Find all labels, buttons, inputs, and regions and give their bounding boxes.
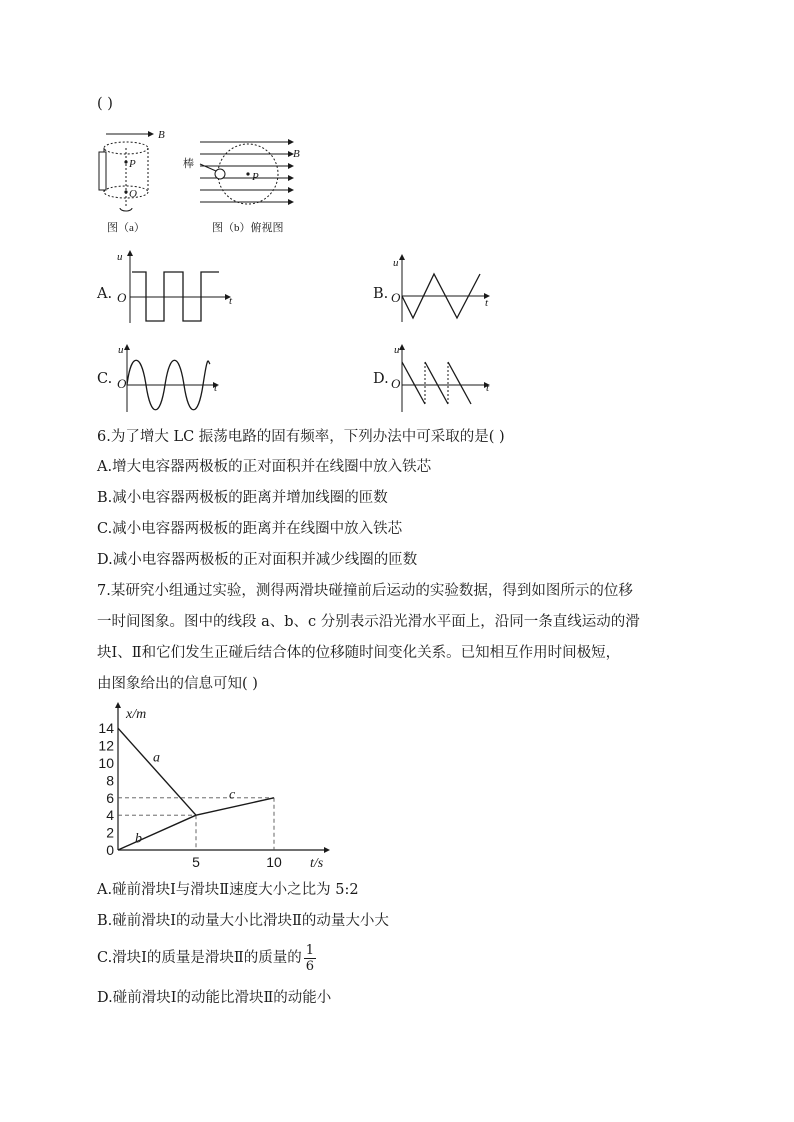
option-c-O-label: O [117, 376, 127, 391]
fraction-denominator: 6 [305, 958, 315, 974]
q5-answer-paren: ( ) [97, 96, 113, 112]
q7-stem-line-3: 块Ⅰ、Ⅱ和它们发生正碰后结合体的位移随时间变化关系。已知相互作用时间极短， [97, 645, 621, 661]
option-c-t-label: t [214, 382, 218, 394]
option-b-triangle-wave [390, 254, 500, 324]
fig-a-O-label: O [129, 188, 137, 200]
option-a-square-wave [115, 248, 235, 328]
q7-option-a: A.碰前滑块Ⅰ与滑块Ⅱ速度大小之比为 5:2 [97, 882, 359, 898]
fig-a-caption: 图（a） [107, 222, 145, 234]
xt-chart [90, 700, 350, 875]
option-b-u-label: u [393, 257, 399, 269]
option-d-O-label: O [391, 376, 401, 391]
y-tick-label: 10 [98, 755, 114, 771]
y-tick-label: 4 [106, 807, 114, 824]
figure-b-top-view [180, 134, 300, 224]
x-axis-arrow [324, 847, 330, 853]
q7-option-c-text: C.滑块Ⅰ的质量是滑块Ⅱ的质量的 [97, 950, 302, 966]
y-tick-label: 0 [106, 842, 114, 858]
q6-stem: 6.为了增大 LC 振荡电路的固有频率，下列办法中可采取的是( ) [97, 429, 505, 445]
q5-option-d-label: D. [373, 371, 389, 387]
y-axis-label: x/m [126, 707, 147, 722]
fraction-numerator: 1 [305, 942, 315, 958]
y-tick-label: 6 [106, 789, 114, 806]
option-a-O-label: O [117, 290, 127, 305]
option-b-t-label: t [485, 297, 489, 309]
x-tick-label: 5 [192, 854, 200, 870]
option-c-sine-wave [115, 342, 225, 414]
series-line-a [118, 728, 196, 815]
x-tick-label: 10 [266, 854, 282, 870]
q6-option-a: A.增大电容器两极板的正对面积并在线圈中放入铁芯 [97, 459, 432, 475]
option-d-u-label: u [394, 344, 400, 356]
q7-stem-line-1: 7.某研究小组通过实验，测得两滑块碰撞前后运动的实验数据，得到如图所示的位移 [97, 583, 633, 599]
q7-option-b: B.碰前滑块Ⅰ的动量大小比滑块Ⅱ的动量大小大 [97, 913, 389, 929]
option-a-u-label: u [117, 251, 123, 263]
y-tick-label: 2 [106, 824, 114, 841]
x-axis-label: t/s [310, 856, 324, 871]
q6-option-c: C.减小电容器两极板的距离并在线圈中放入铁芯 [97, 521, 403, 537]
q7-stem-line-2: 一时间图象。图中的线段 a、b、c 分别表示沿光滑水平面上，沿同一条直线运动的滑 [97, 614, 640, 630]
y-axis-arrow [115, 702, 121, 708]
fig-a-P-label: P [129, 158, 136, 170]
q7-stem-line-4: 由图象给出的信息可知( ) [97, 676, 258, 692]
series-line-b [118, 815, 196, 850]
y-tick-label: 12 [98, 737, 114, 754]
q6-option-d: D.减小电容器两极板的正对面积并减少线圈的匝数 [97, 552, 418, 568]
option-b-O-label: O [391, 290, 401, 305]
y-tick-label: 8 [106, 772, 114, 789]
q5-option-b-label: B. [373, 286, 389, 302]
fig-b-rod-label: 棒 [183, 158, 194, 170]
option-a-t-label: t [229, 295, 233, 307]
q7-option-d: D.碰前滑块Ⅰ的动能比滑块Ⅱ的动能小 [97, 990, 332, 1006]
option-c-u-label: u [118, 344, 124, 356]
q5-option-a-label: A. [97, 286, 113, 302]
q7-option-c [97, 940, 316, 976]
option-d-t-label: t [486, 382, 490, 394]
fraction-one-sixth [304, 943, 316, 974]
q6-option-b: B.减小电容器两极板的距离并增加线圈的匝数 [97, 490, 388, 506]
series-label-b: b [135, 831, 142, 847]
fig-a-B-label: B [158, 129, 165, 141]
fig-b-P-label: P [252, 171, 259, 183]
series-label-c: c [229, 787, 236, 803]
option-d-sawtooth-wave [390, 342, 500, 414]
y-tick-label: 14 [98, 720, 114, 737]
fig-b-caption: 图（b）俯视图 [212, 222, 284, 234]
fig-b-B-label: B [293, 148, 300, 160]
q5-option-c-label: C. [97, 371, 113, 387]
series-label-a: a [153, 750, 160, 766]
